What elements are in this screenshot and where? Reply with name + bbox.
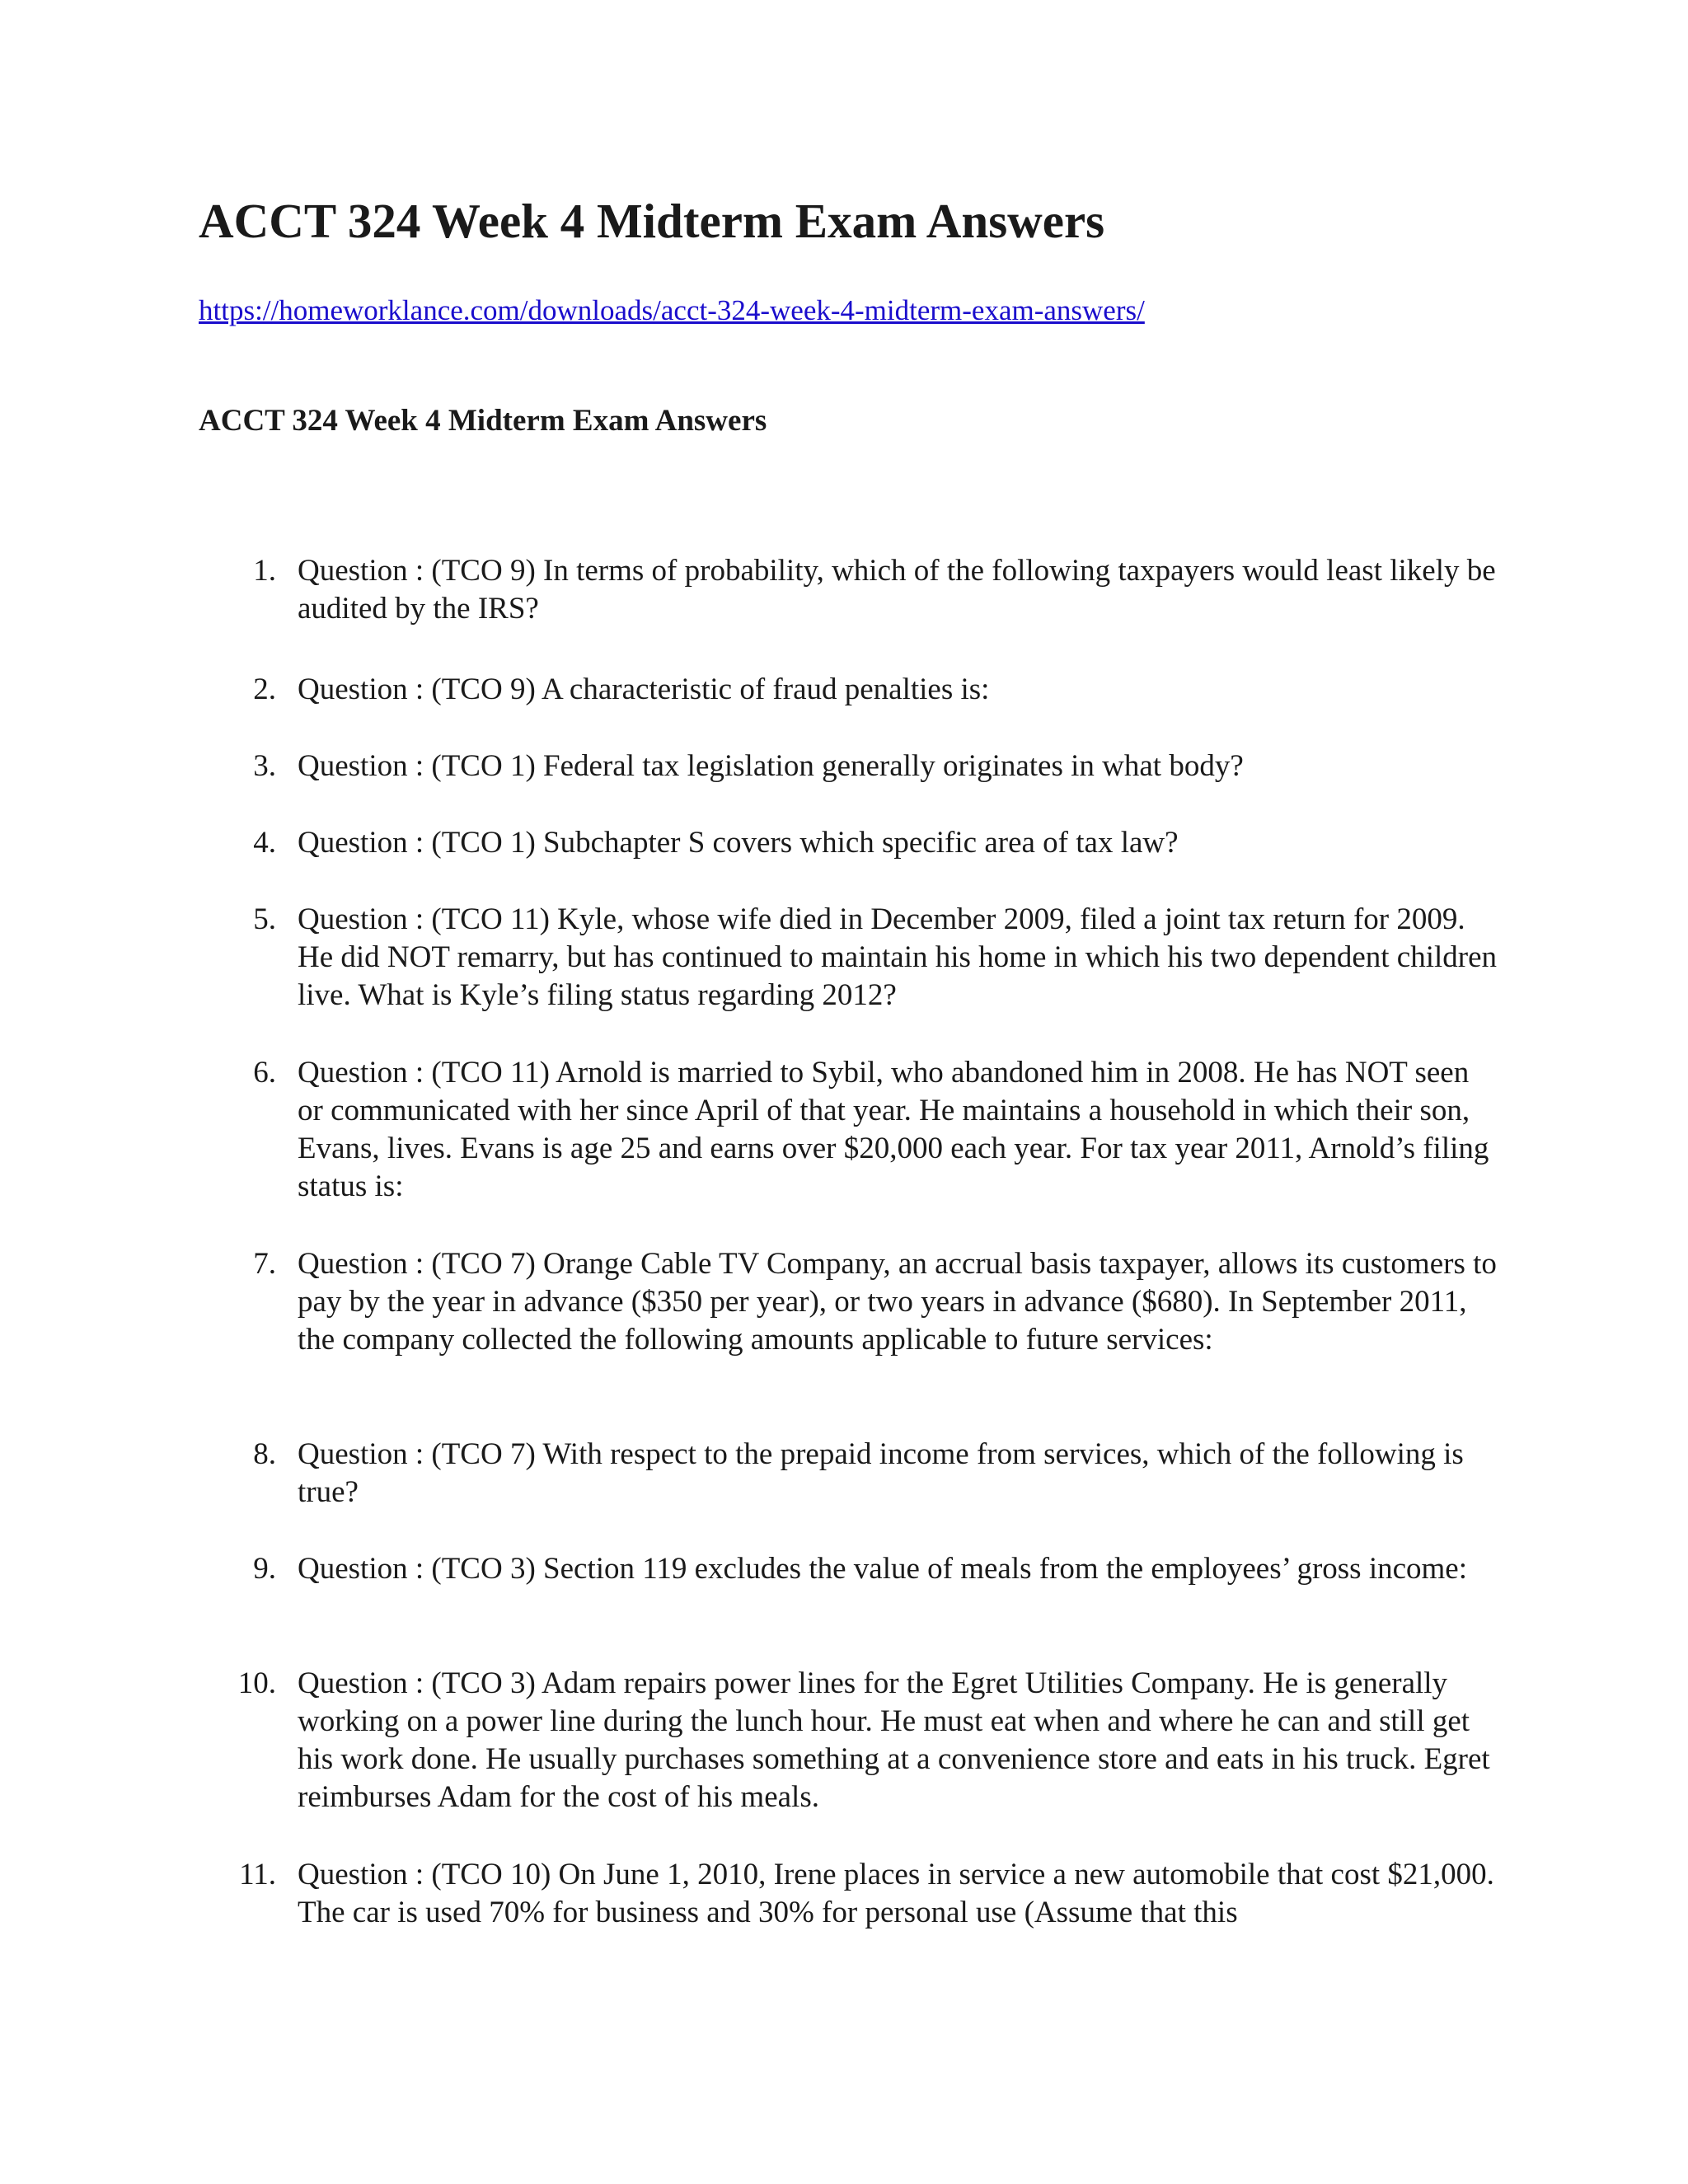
question-number: 5. (253, 902, 276, 936)
question-text: Question : (TCO 7) Orange Cable TV Company, an accrual basis taxpayer, allows its customers to pay by the year in advance ($350 per year), or two years in advance ($680). In September 2011, the company collected the following amounts applicable to future services: (298, 1247, 1497, 1357)
question-number: 3. (253, 749, 276, 783)
question-text: Question : (TCO 1) Subchapter S covers which specific area of tax law? (298, 826, 1179, 860)
question-number: 10. (237, 1666, 276, 1700)
question-number: 8. (253, 1437, 276, 1471)
question-number: 4. (253, 826, 276, 860)
question-number: 9. (253, 1552, 276, 1586)
download-link[interactable]: https://homeworklance.com/downloads/acct-324-week-4-midterm-exam-answers/ (199, 294, 1145, 326)
question-text: Question : (TCO 10) On June 1, 2010, Irene places in service a new automobile that cost $21,000. The car is used 70% for business and 30% for personal use (Assume that this (298, 1858, 1494, 1929)
question-text: Question : (TCO 11) Arnold is married to Sybil, who abandoned him in 2008. He has NOT seen or communicated with her since April of that year. He maintains a household in which their son, Evans, lives. Evans is age 25 and earns over $20,000 each year. For tax year 2011, Arnold’s filing status is: (298, 1056, 1489, 1203)
question-number: 2. (253, 673, 276, 706)
question-text: Question : (TCO 1) Federal tax legislation generally originates in what body? (298, 749, 1244, 783)
question-number: 1. (253, 554, 276, 588)
question-number: 7. (253, 1247, 276, 1281)
question-text: Question : (TCO 11) Kyle, whose wife died in December 2009, filed a joint tax return for 2009. He did NOT remarry, but has continued to maintain his home in which his two dependent children live. What is Kyle’s filing status regarding 2012? (298, 902, 1498, 1012)
question-text: Question : (TCO 3) Section 119 excludes the value of meals from the employees’ gross income: (298, 1552, 1468, 1586)
question-number: 11. (239, 1858, 276, 1891)
question-text: Question : (TCO 9) In terms of probability, which of the following taxpayers would least likely be audited by the IRS? (298, 554, 1496, 626)
document-subtitle: ACCT 324 Week 4 Midterm Exam Answers (199, 404, 767, 438)
question-text: Question : (TCO 3) Adam repairs power lines for the Egret Utilities Company. He is generally working on a power line during the lunch hour. He must eat when and where he can and still get his work done. He usually purchases something at a convenience store and eats in his truck. Egret reimburses Adam for the cost of his meals. (298, 1666, 1490, 1814)
question-text: Question : (TCO 9) A characteristic of fraud penalties is: (298, 673, 990, 706)
question-text: Question : (TCO 7) With respect to the prepaid income from services, which of the following is true? (298, 1437, 1464, 1509)
document-title: ACCT 324 Week 4 Midterm Exam Answers (199, 194, 1105, 248)
question-number: 6. (253, 1056, 276, 1090)
